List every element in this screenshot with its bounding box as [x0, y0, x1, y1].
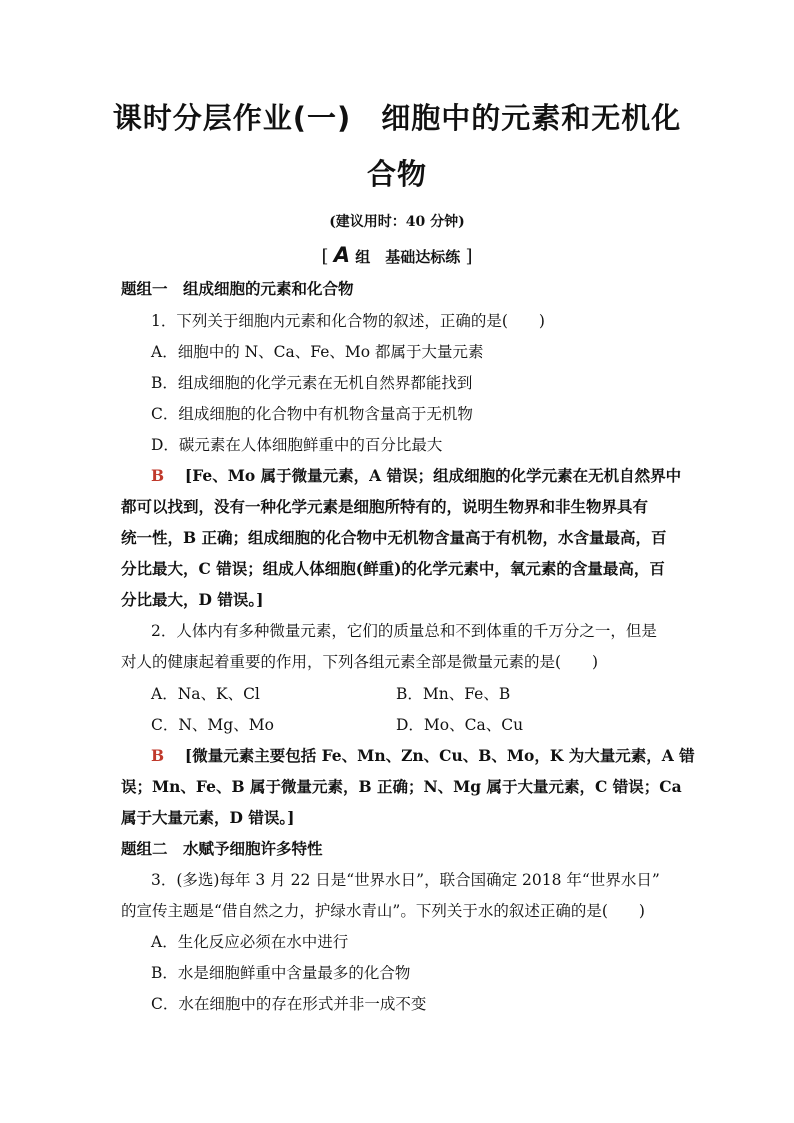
q3-option-a: A．生化反应必须在水中进行 [151, 933, 349, 951]
q1-answer-letter: B [151, 466, 165, 485]
q1-option-d: D．碳元素在人体细胞鲜重中的百分比最大 [151, 436, 443, 454]
group-bracket-close: ] [465, 246, 473, 267]
group-label: 组 基础达标练 [355, 248, 461, 266]
page-title-line1: 课时分层作业(一) 细胞中的元素和无机化 [112, 101, 682, 135]
q3-stem-line2: 的宣传主题是“借自然之力，护绿水青山”。下列关于水的叙述正确的是( ) [121, 902, 645, 920]
q2-answer-line [151, 746, 695, 766]
group-letter: A [333, 243, 350, 267]
q2-option-d: D．Mo、Ca、Cu [396, 716, 524, 734]
q1-stem: 1．下列关于细胞内元素和化合物的叙述，正确的是( ) [151, 312, 545, 330]
q3-option-b: B．水是细胞鲜重中含量最多的化合物 [151, 964, 411, 982]
q2-explanation-line2: 误；Mn、Fe、B 属于微量元素，B 正确；N、Mg 属于大量元素，C 错误；Ca [121, 777, 682, 796]
suggested-time: (建议用时：40 分钟) [329, 214, 465, 230]
q2-explanation-line3: 属于大量元素，D 错误。] [121, 808, 295, 827]
q2-stem-line2: 对人的健康起着重要的作用，下列各组元素全部是微量元素的是( ) [121, 653, 599, 671]
q1-option-b: B．组成细胞的化学元素在无机自然界都能找到 [151, 374, 473, 392]
q2-answer-letter: B [151, 746, 165, 765]
q1-option-a: A．细胞中的 N、Ca、Fe、Mo 都属于大量元素 [151, 343, 484, 361]
q1-option-c: C．组成细胞的化合物中有机物含量高于无机物 [151, 405, 473, 423]
q2-options-row2 [151, 715, 651, 735]
q2-option-b: B．Mn、Fe、B [396, 685, 511, 703]
q1-explanation-line3: 统一性，B 正确；组成细胞的化合物中无机物含量高于有机物，水含量最高，百 [121, 528, 667, 547]
section-heading-1: 题组一 组成细胞的元素和化合物 [121, 279, 354, 298]
q1-answer-line [151, 466, 681, 486]
q2-option-c: C．N、Mg、Mo [151, 716, 274, 734]
q2-stem-line1: 2．人体内有多种微量元素，它们的质量总和不到体重的千万分之一，但是 [151, 622, 657, 640]
page-title-line2: 合物 [366, 157, 427, 191]
q1-explanation-line2: 都可以找到，没有一种化学元素是细胞所特有的，说明生物界和非生物界具有 [121, 497, 649, 516]
group-heading [0, 243, 794, 267]
group-bracket-open: [ [321, 246, 329, 267]
q2-options-row1 [151, 684, 651, 704]
q1-explanation-line4: 分比最大，C 错误；组成人体细胞(鲜重)的化学元素中，氧元素的含量最高，百 [121, 559, 665, 578]
q1-explanation-line5: 分比最大，D 错误。] [121, 590, 264, 609]
q3-option-c: C．水在细胞中的存在形式并非一成不变 [151, 995, 427, 1013]
q2-explanation-line1: [微量元素主要包括 Fe、Mn、Zn、Cu、B、Mo，K 为大量元素，A 错 [184, 746, 695, 765]
q1-explanation-line1: [Fe、Mo 属于微量元素，A 错误；组成细胞的化学元素在无机自然界中 [184, 466, 682, 485]
q2-option-a: A．Na、K、Cl [151, 685, 260, 703]
section-heading-2: 题组二 水赋予细胞许多特性 [121, 839, 323, 858]
q3-stem-line1: 3．(多选)每年 3 月 22 日是“世界水日”，联合国确定 2018 年“世界水日” [151, 871, 660, 889]
